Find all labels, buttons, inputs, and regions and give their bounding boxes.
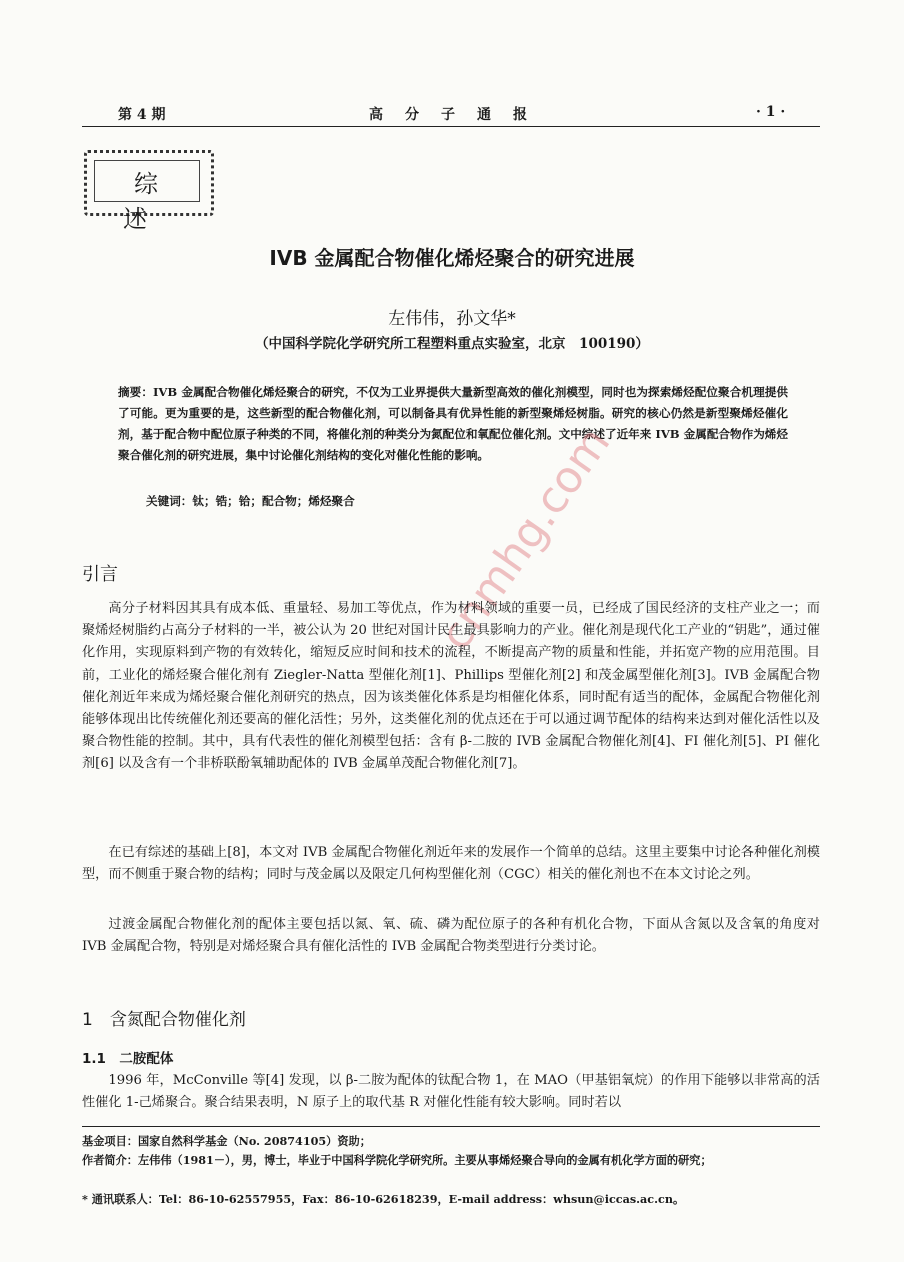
section-1-heading: 1 含氮配合物催化剂 (82, 1010, 246, 1030)
intro-paragraph-3: 过渡金属配合物催化剂的配体主要包括以氮、氧、硫、磷为配位原子的各种有机化合物，下面从含氮以及含氧的角度对 IVB 金属配合物，特别是对烯烃聚合具有催化活性的 IVB 金属配合物类型进行分类讨论。 (82, 917, 820, 955)
page-number: · 1 · (756, 104, 786, 120)
watermark: cnmhg.com (430, 418, 621, 660)
authors: 左伟伟，孙文华* (388, 309, 516, 329)
section-1-1-heading: 1.1 二胺配体 (82, 1051, 174, 1067)
intro-paragraph-2: 在已有综述的基础上[8]，本文对 IVB 金属配合物催化剂近年来的发展作一个简单的总结。这里主要集中讨论各种催化剂模型，而不侧重于聚合物的结构；同时与茂金属以及限定几何构型催化剂（CGC）相关的催化剂也不在本文讨论之列。 (82, 845, 820, 883)
footnote-funding: 基金项目：国家自然科学基金（No. 20874105）资助； (82, 1134, 371, 1148)
paper-title: IVB 金属配合物催化烯烃聚合的研究进展 (269, 246, 635, 270)
footnote-rule (82, 1126, 820, 1127)
intro-heading: 引言 (82, 564, 118, 585)
issue-number: 第 4 期 (118, 107, 166, 123)
footnote-contact: * 通讯联系人：Tel：86-10-62557955，Fax：86-10-62618239，E-mail address：whsun@iccas.ac.cn。 (82, 1192, 685, 1206)
header-rule (82, 126, 820, 127)
abstract: 摘要：IVB 金属配合物催化烯烃聚合的研究，不仅为工业界提供大量新型高效的催化剂模型，同时也为探索烯烃配位聚合机理提供了可能。更为重要的是，这些新型的配合物催化剂，可以制备具有优异性能的新型聚烯烃树脂。研究的核心仍然是新型聚烯烃催化剂，基于配合物中配位原子种类的不同，将催化剂的种类分为氮配位和氧配位催化剂。文中综述了近年来 IVB 金属配合物作为烯烃聚合催化剂的研究进展，集中讨论催化剂结构的变化对催化性能的影响。 (118, 385, 788, 462)
intro-paragraph-1: 高分子材料因其具有成本低、重量轻、易加工等优点，作为材料领域的重要一员，已经成了国民经济的支柱产业之一；而聚烯烃树脂约占高分子材料的一半，被公认为 20 世纪对国计民生最具影响力的产业。催化剂是现代化工产业的“钥匙”，通过催化作用，实现原料到产物的有效转化，缩短反应时间和技术的流程，不断提高产物的质量和性能，并拓宽产物的应用范围。目前，工业化的烯烃聚合催化剂有 Ziegler-Natta 型催化剂[1]、Phillips 型催化剂[2] 和茂金属型催化剂[3]。IVB 金属配合物催化剂近年来成为烯烃聚合催化剂研究的热点，因为该类催化体系是均相催化体系，同时配有适当的配体，金属配合物催化剂能够体现出比传统催化剂还要高的催化活性；另外，这类催化剂的优点还在于可以通过调节配体的结构来达到对催化活性以及聚合物性能的控制。其中，具有代表性的催化剂模型包括：含有 β-二胺的 IVB 金属配合物催化剂[4]、FI 催化剂[5]、PI 催化剂[6] 以及含有一个非桥联酚氧辅助配体的 IVB 金属单茂配合物催化剂[7]。 (82, 601, 820, 772)
journal-name: 高 分 子 通 报 (369, 107, 531, 123)
keywords: 关键词：钛；锆；铪；配合物；烯烃聚合 (146, 494, 355, 508)
section-1-1-paragraph: 1996 年，McConville 等[4] 发现，以 β-二胺为配体的钛配合物 1，在 MAO（甲基铝氧烷）的作用下能够以非常高的活性催化 1-己烯聚合。聚合结果表明，N 原子上的取代基 R 对催化性能有较大影响。同时若以 (82, 1073, 820, 1111)
footnote-author-bio: 作者简介：左伟伟（1981－），男，博士，毕业于中国科学院化学研究所。主要从事烯烃聚合导向的金属有机化学方面的研究； (82, 1153, 712, 1167)
affiliation: （中国科学院化学研究所工程塑料重点实验室，北京 100190） (255, 336, 649, 352)
section-kicker: 综 述 (123, 170, 226, 233)
